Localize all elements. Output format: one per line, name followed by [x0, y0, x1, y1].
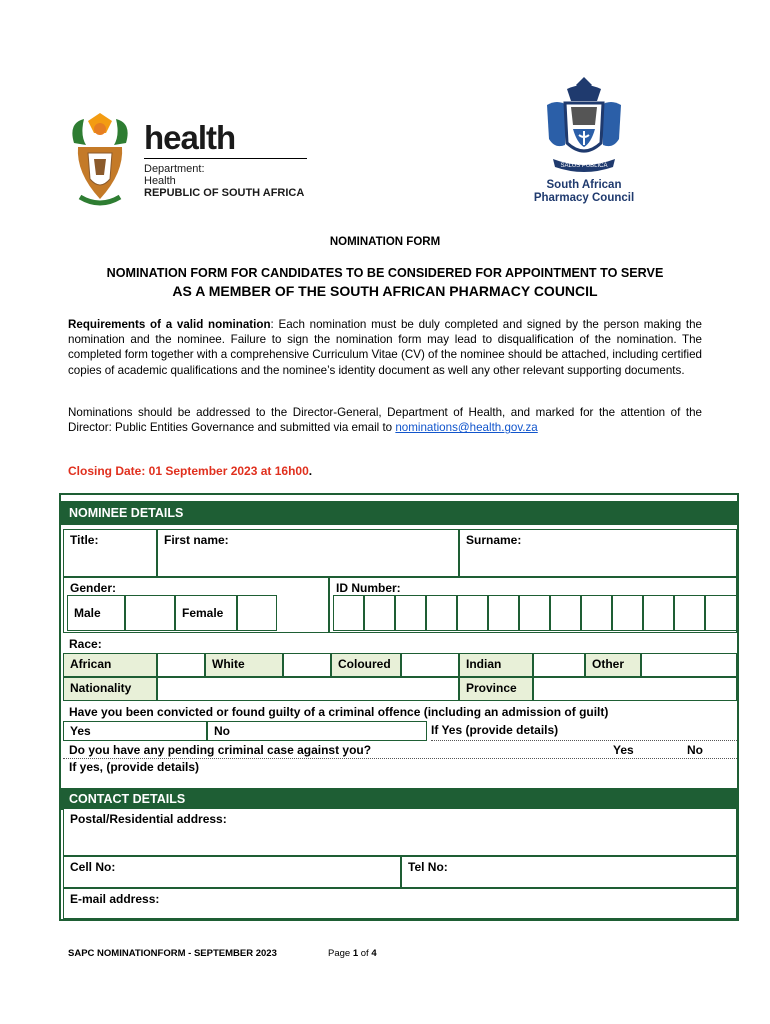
id-digit-box[interactable]	[674, 595, 705, 631]
race-african-checkbox[interactable]	[157, 653, 205, 677]
sapc-name-line2: Pharmacy Council	[533, 192, 635, 204]
male-label: Male	[74, 606, 101, 620]
id-number-label: ID Number:	[336, 581, 401, 595]
criminal-no-label: No	[214, 724, 230, 738]
race-indian-checkbox[interactable]	[533, 653, 585, 677]
white-label: White	[212, 657, 245, 671]
african-label: African	[70, 657, 112, 671]
race-other-option	[585, 653, 641, 677]
footer-page-number	[328, 948, 377, 959]
id-digit-box[interactable]	[395, 595, 426, 631]
first-name-label: First name:	[164, 533, 229, 547]
female-label: Female	[182, 606, 224, 620]
closing-date-text: Closing Date: 01 September 2023 at 16h00	[68, 464, 309, 478]
postal-address-field[interactable]	[63, 808, 737, 856]
id-digit-box[interactable]	[457, 595, 488, 631]
id-digit-box[interactable]	[705, 595, 737, 631]
other-label: Other	[592, 657, 625, 671]
logo-line-republic: REPUBLIC OF SOUTH AFRICA	[144, 187, 305, 199]
page-current: 1	[352, 948, 359, 959]
nomination-email-link[interactable]: nominations@health.gov.za	[395, 421, 538, 435]
surname-field[interactable]	[459, 529, 737, 577]
coat-of-arms-icon	[66, 113, 134, 213]
race-african-option	[63, 653, 157, 677]
province-label: Province	[466, 681, 517, 695]
pending-yes-label[interactable]: Yes	[613, 743, 634, 757]
id-digit-box[interactable]	[612, 595, 643, 631]
sapc-name-line1: South African	[546, 179, 622, 191]
indian-label: Indian	[466, 657, 502, 671]
province-label-cell	[459, 677, 533, 701]
form-label: NOMINATION FORM	[329, 236, 441, 248]
page-mid: of	[358, 948, 372, 959]
race-indian-option	[459, 653, 533, 677]
address-text: Nominations should be addressed to the Director-General, Department of Health, and marked for the attention of the Director: Public Entities Governance and submitted via email to	[68, 406, 702, 435]
health-wordmark: health	[144, 119, 236, 156]
cell-number-label: Cell No:	[70, 860, 116, 874]
race-white-checkbox[interactable]	[283, 653, 331, 677]
criminal-question: Have you been convicted or found guilty of a criminal offence (including an admission of guilt)	[69, 705, 609, 719]
first-name-field[interactable]	[157, 529, 459, 577]
title-line-1: NOMINATION FORM FOR CANDIDATES TO BE CONSIDERED FOR APPOINTMENT TO SERVE	[106, 266, 664, 280]
closing-dot: .	[308, 464, 313, 478]
nationality-label-cell	[63, 677, 157, 701]
race-coloured-option	[331, 653, 401, 677]
requirements-text: : Each nomination must be duly completed and signed by the person making the nomination and the nominee. Failure to sign the nomination form may lead to disqualification of the nomination. The completed form together with a comprehensive Curriculum Vitae (CV) of the nominee should be attached, including certified copies of academic qualifications and the nominee’s identity document as well any other relevant supporting documents.	[68, 318, 703, 377]
criminal-if-yes-label: If Yes (provide details)	[431, 723, 559, 737]
id-digit-box[interactable]	[643, 595, 674, 631]
page-prefix: Page	[328, 948, 353, 959]
id-digit-box[interactable]	[519, 595, 550, 631]
race-coloured-checkbox[interactable]	[401, 653, 459, 677]
id-digit-box[interactable]	[488, 595, 519, 631]
pending-no-label[interactable]: No	[687, 743, 703, 757]
nominee-details-heading: NOMINEE DETAILS	[61, 501, 737, 525]
id-digit-box[interactable]	[550, 595, 581, 631]
id-digit-box[interactable]	[426, 595, 457, 631]
coloured-label: Coloured	[338, 657, 391, 671]
address-paragraph	[68, 405, 702, 435]
pending-divider	[63, 758, 737, 759]
criminal-yes-option[interactable]	[63, 721, 207, 741]
email-address-field[interactable]	[63, 888, 737, 919]
title-field[interactable]	[63, 529, 157, 577]
tel-number-label: Tel No:	[408, 860, 448, 874]
cell-number-field[interactable]	[63, 856, 401, 888]
male-option	[67, 595, 125, 631]
email-address-label: E-mail address:	[70, 892, 160, 906]
nomination-form	[59, 493, 739, 921]
id-digit-box[interactable]	[581, 595, 612, 631]
criminal-yes-label: Yes	[70, 724, 91, 738]
health-department-logo	[66, 113, 311, 213]
criminal-details-line[interactable]	[431, 740, 737, 741]
logo-rule	[144, 158, 307, 159]
title-line-2: AS A MEMBER OF THE SOUTH AFRICAN PHARMACY COUNCIL	[172, 283, 598, 299]
female-checkbox[interactable]	[237, 595, 277, 631]
surname-label: Surname:	[466, 533, 522, 547]
race-other-checkbox[interactable]	[641, 653, 737, 677]
sapc-logo	[519, 75, 649, 205]
female-option	[175, 595, 237, 631]
logo-line-health: Health	[144, 175, 176, 187]
race-label: Race:	[69, 637, 102, 651]
id-digit-box[interactable]	[364, 595, 395, 631]
pending-case-question: Do you have any pending criminal case against you?	[69, 743, 372, 757]
sapc-ribbon-text: SALUS PUBLICA	[560, 163, 608, 169]
race-white-option	[205, 653, 283, 677]
page-total: 4	[371, 948, 377, 959]
tel-number-field[interactable]	[401, 856, 737, 888]
logo-line-department: Department:	[144, 163, 205, 175]
id-digit-box[interactable]	[333, 595, 364, 631]
requirements-label: Requirements of a valid nomination	[68, 318, 271, 331]
footer-form-name: SAPC NOMINATIONFORM - SEPTEMBER 2023	[68, 948, 277, 959]
criminal-no-option[interactable]	[207, 721, 427, 741]
requirements-paragraph	[68, 317, 702, 378]
closing-date	[68, 464, 312, 478]
postal-address-label: Postal/Residential address:	[70, 812, 227, 826]
province-field[interactable]	[533, 677, 737, 701]
contact-details-heading: CONTACT DETAILS	[61, 788, 737, 810]
pending-if-yes-label: If yes, (provide details)	[69, 760, 200, 774]
nationality-field[interactable]	[157, 677, 459, 701]
gender-label: Gender:	[70, 581, 117, 595]
nationality-label: Nationality	[70, 681, 132, 695]
male-checkbox[interactable]	[125, 595, 175, 631]
title-label: Title:	[70, 533, 99, 547]
sapc-crest-icon	[537, 75, 631, 175]
